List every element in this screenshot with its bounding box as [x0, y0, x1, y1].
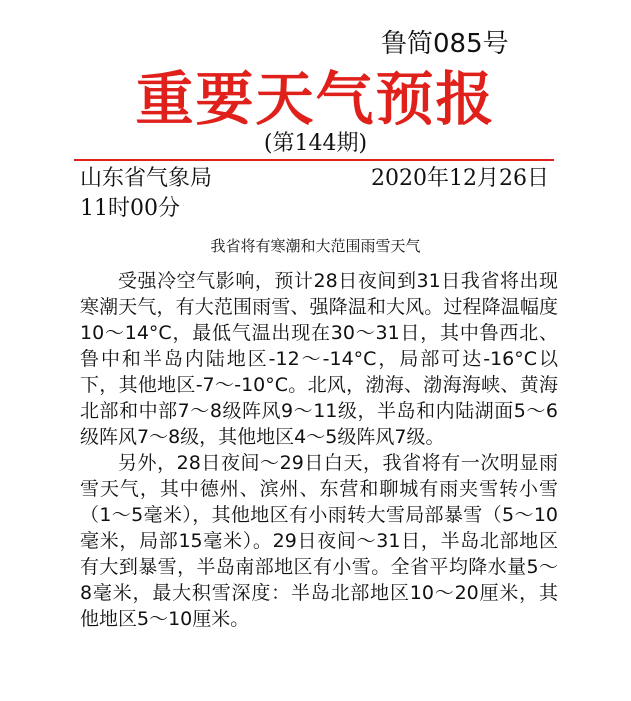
issuer: 山东省气象局 — [80, 166, 213, 191]
issue-time: 11时00分 — [80, 196, 180, 221]
doc-issue: (第144期) — [263, 131, 368, 156]
doc-title: 重要天气预报 — [135, 65, 496, 133]
headline: 我省将有寒潮和大范围雨雪天气 — [210, 237, 421, 255]
red-divider — [74, 159, 554, 161]
paragraph-2: 另外，28日夜间～29日白天，我省将有一次明显雨雪天气，其中德州、滨州、东营和聊城有雨夹雪转小雪（1～5毫米），其他地区有小雨转大雪局部暴雪（5～10毫米，局部15毫米）。29日夜间～31日，半岛北部地区有大到暴雪，半岛南部地区有小雪。全省平均降水量5～8毫米，最大积雪深度：半岛北部地区10～20厘米，其他地区5～10厘米。 — [80, 452, 558, 630]
paragraph-1: 受强冷空气影响，预计28日夜间到31日我省将出现寒潮天气，有大范围雨雪、强降温和大风。过程降温幅度10～14°C，最低气温出现在30～31日，其中鲁西北、鲁中和半岛内陆地区-12～-14°C，局部可达-16°C以下，其他地区-7～-10°C。北风，渤海、渤海海峡、黄海北部和中部7～8级阵风9～11级，半岛和内陆湖面5～6级阵风7～8级，其他地区4～5级阵风7级。 — [80, 270, 558, 448]
doc-number: 鲁简085号 — [381, 29, 509, 59]
issue-date: 2020年12月26日 — [371, 166, 549, 191]
body-text — [80, 268, 558, 632]
